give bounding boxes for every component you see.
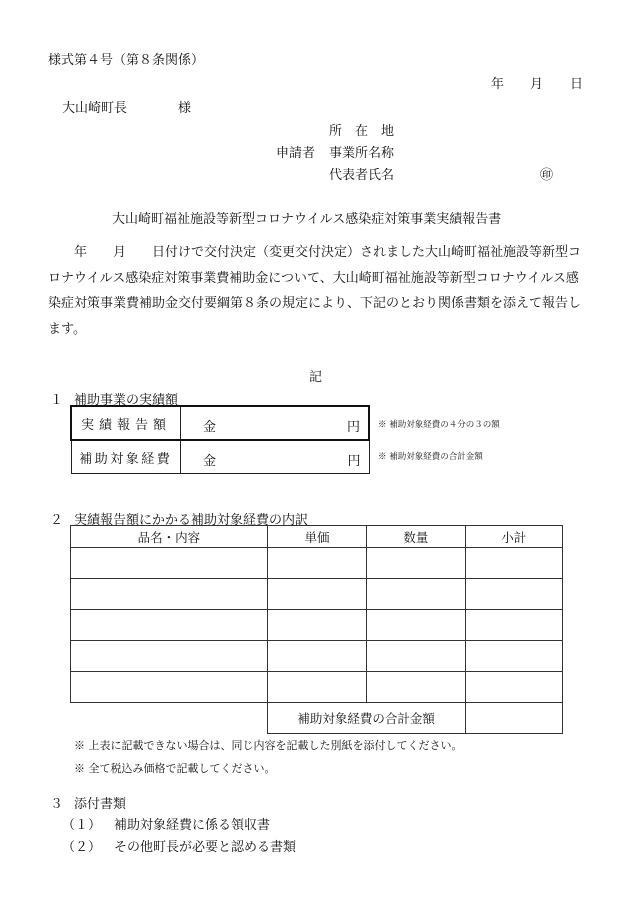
company-label: 事業所名称	[329, 146, 395, 161]
table-cell[interactable]	[367, 672, 465, 703]
table-cell[interactable]	[71, 548, 268, 579]
summary-row	[71, 406, 369, 440]
section3-number: ３	[50, 797, 64, 812]
table-cell[interactable]	[465, 672, 562, 703]
total-label: 補助対象経費の合計金額	[267, 703, 465, 734]
section2-number: ２	[50, 513, 64, 528]
address-label: 所 在 地	[329, 124, 395, 139]
column-header: 数量	[367, 526, 465, 548]
applicant-label: 申請者	[276, 146, 316, 161]
table-row	[71, 672, 563, 703]
table-cell[interactable]	[465, 548, 562, 579]
table-row	[71, 548, 563, 579]
table-cell[interactable]	[465, 579, 562, 610]
yen-label: 円	[346, 420, 360, 435]
table-cell[interactable]	[367, 610, 465, 641]
yen-label: 円	[347, 454, 361, 469]
summary-table	[70, 405, 370, 474]
table-cell[interactable]	[267, 579, 366, 610]
body-text: 年 月 日付けで交付決定（変更交付決定）されました大山崎町福祉施設等新型コロナウイルス感染症対策事業費補助金について、大山崎町福祉施設等新型コロナウイルス感染症対策事業費補助金交付要綱第８条の規定により、下記のとおり関係書類を添えて報告します。	[48, 245, 582, 337]
date-day: 日	[570, 77, 584, 92]
table-note: ※ 上表に記載できない場合は、同じ内容を記載した別紙を添付してください。	[74, 739, 463, 752]
blank-cell	[71, 703, 268, 734]
attachment-item: その他町長が必要と認める書類	[114, 840, 297, 855]
column-header: 単価	[267, 526, 366, 548]
attachment-item: 補助対象経費に係る領収書	[114, 818, 271, 833]
attachment-number: （１）	[62, 818, 102, 833]
section1-number: １	[50, 393, 64, 408]
summary-row	[71, 440, 369, 474]
table-cell[interactable]	[71, 641, 268, 672]
kin-label: 金	[203, 454, 217, 469]
summary-amount-cell[interactable]	[181, 440, 370, 474]
table-cell[interactable]	[465, 641, 562, 672]
document-title: 大山崎町福祉施設等新型コロナウイルス感染症対策事業実績報告書	[112, 212, 502, 227]
section1-heading: 補助事業の実績額	[74, 393, 179, 408]
table-cell[interactable]	[267, 548, 366, 579]
column-header: 品名・内容	[71, 526, 268, 548]
representative-label: 代表者氏名	[329, 168, 395, 183]
section3-heading: 添付書類	[74, 797, 127, 812]
column-header: 小計	[465, 526, 562, 548]
table-row	[71, 641, 563, 672]
summary-note: ※ 補助対象経費の４分の３の額	[378, 420, 500, 430]
table-cell[interactable]	[71, 672, 268, 703]
date-month: 月	[530, 77, 544, 92]
seal-mark: ㊞	[540, 168, 554, 183]
form-number: 様式第４号（第８条関係）	[48, 53, 205, 68]
attachment-number: （２）	[62, 840, 102, 855]
table-cell[interactable]	[267, 610, 366, 641]
table-note: ※ 全て税込み価格で記載してください。	[74, 762, 276, 775]
breakdown-table	[70, 525, 563, 734]
summary-label: 実績報告額	[71, 406, 181, 440]
table-cell[interactable]	[367, 579, 465, 610]
table-cell[interactable]	[267, 641, 366, 672]
addressee-name: 大山崎町長	[62, 101, 128, 116]
date-year: 年	[491, 77, 505, 92]
table-cell[interactable]	[465, 610, 562, 641]
summary-note: ※ 補助対象経費の合計金額	[378, 452, 483, 462]
addressee-honorific: 様	[178, 101, 192, 116]
table-cell[interactable]	[267, 672, 366, 703]
table-header-row	[71, 526, 563, 548]
total-row	[71, 703, 563, 734]
summary-label: 補助対象経費	[71, 440, 181, 474]
table-row	[71, 579, 563, 610]
table-cell[interactable]	[71, 579, 268, 610]
total-cell[interactable]	[465, 703, 562, 734]
ki-heading: 記	[309, 370, 323, 385]
table-cell[interactable]	[367, 641, 465, 672]
table-cell[interactable]	[367, 548, 465, 579]
section2-heading: 実績報告額にかかる補助対象経費の内訳	[74, 513, 309, 528]
summary-amount-cell[interactable]	[181, 406, 370, 440]
table-row	[71, 610, 563, 641]
kin-label: 金	[203, 420, 217, 435]
table-cell[interactable]	[71, 610, 268, 641]
